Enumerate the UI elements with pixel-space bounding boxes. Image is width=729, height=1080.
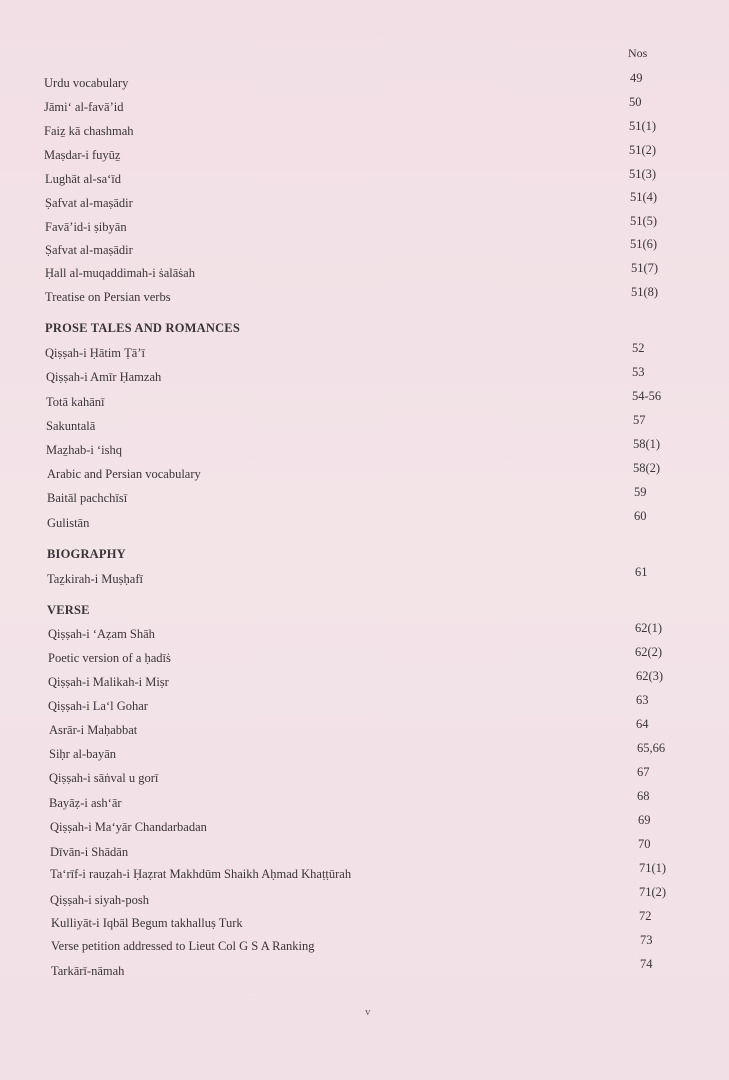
entry-number: 53 — [632, 365, 645, 379]
entry-title: Jāmi‘ al-favā’id — [44, 100, 124, 114]
section-heading: BIOGRAPHY — [47, 547, 126, 561]
entry-title: Qiṣṣah-i Ḥātim Ṭā’ī — [45, 346, 145, 360]
entry-title: Gulistān — [47, 516, 90, 530]
entry-number: 71(1) — [639, 861, 667, 875]
entry-title: Dīvān-i Shādān — [50, 845, 129, 859]
entry-number: 73 — [640, 933, 653, 947]
entry-title: Totā kahānī — [46, 395, 105, 409]
entry-title: Ṣafvat al-maṣādir — [45, 243, 133, 257]
entry-number: 74 — [640, 957, 653, 971]
entry-number: 51(2) — [629, 143, 657, 157]
entry-number: 62(3) — [636, 669, 664, 683]
entry-number: 69 — [638, 813, 651, 827]
entry-title: Urdu vocabulary — [44, 76, 129, 90]
entry-number: 67 — [637, 765, 650, 779]
entry-title: Arabic and Persian vocabulary — [47, 467, 201, 481]
section-heading: VERSE — [47, 603, 90, 617]
entry-title: Verse petition addressed to Lieut Col G S A Ranking — [51, 939, 315, 953]
entry-number: 58(1) — [633, 437, 661, 451]
entry-number: 68 — [637, 789, 650, 803]
entry-number: 50 — [629, 95, 642, 109]
entry-title: Ṣafvat al-maṣādir — [45, 196, 133, 210]
page-number: v — [365, 1006, 371, 1018]
entry-title: Maṣdar-i fuyūẕ — [44, 148, 121, 162]
entry-number: 54-56 — [632, 389, 662, 403]
entry-title: Qiṣṣah-i Amīr Ḥamzah — [46, 370, 162, 384]
entry-number: 71(2) — [639, 885, 667, 899]
entry-number: 58(2) — [633, 461, 661, 475]
entry-number: 57 — [633, 413, 646, 427]
entry-title: Baitāl pachchīsī — [47, 491, 128, 505]
entry-number: 51(7) — [631, 261, 659, 275]
entry-title: Faiẕ kā chashmah — [44, 124, 134, 138]
entry-title: Asrār-i Maḥabbat — [49, 723, 138, 737]
entry-title: Lughāt al-sa‘īd — [45, 172, 122, 186]
section-heading: PROSE TALES AND ROMANCES — [45, 321, 240, 335]
entry-number: 64 — [636, 717, 649, 731]
entry-title: Qiṣṣah-i La‘l Gohar — [48, 699, 148, 713]
entry-title: Qiṣṣah-i Malikah-i Miṣr — [48, 675, 169, 689]
entry-number: 63 — [636, 693, 649, 707]
entry-number: 61 — [635, 565, 648, 579]
entry-title: Ḥall al-muqaddimah-i ṡalāṡah — [45, 266, 195, 280]
entry-number: 59 — [634, 485, 647, 499]
entry-number: 72 — [639, 909, 652, 923]
entry-title: Qiṣṣah-i siyah-posh — [50, 893, 149, 907]
entry-title: Tarkārī-nāmah — [51, 964, 125, 978]
entry-title: Kulliyāt-i Iqbāl Begum takhalluṣ Turk — [51, 916, 243, 930]
entry-title: Poetic version of a ḥadīṡ — [48, 651, 171, 665]
entry-title: Favā’id-i ṣibyān — [45, 220, 127, 234]
entry-number: 49 — [630, 71, 643, 85]
entry-title: Sakuntalā — [46, 419, 96, 433]
entry-title: Qiṣṣah-i sāṅval u gorī — [49, 771, 159, 785]
entry-title: Qiṣṣah-i ‘Aẓam Shāh — [48, 627, 155, 641]
entry-number: 70 — [638, 837, 651, 851]
entry-number: 51(8) — [631, 285, 659, 299]
entry-number: 51(1) — [629, 119, 657, 133]
entry-number: 65,66 — [637, 741, 666, 755]
entry-title: Maẕhab-i ‘ishq — [46, 443, 123, 457]
entry-number: 52 — [632, 341, 645, 355]
entry-number: 62(1) — [635, 621, 663, 635]
entry-number: 51(3) — [629, 167, 657, 181]
entry-number: 51(4) — [630, 190, 658, 204]
entry-number: 62(2) — [635, 645, 663, 659]
entry-title: Siḥr al-bayān — [49, 747, 116, 761]
entry-number: 51(5) — [630, 214, 658, 228]
entry-title: Taẕkirah-i Muṣḥafī — [47, 572, 143, 586]
entry-number: 51(6) — [630, 237, 658, 251]
entry-title: Qiṣṣah-i Ma‘yār Chandarbadan — [50, 820, 207, 834]
entry-number: 60 — [634, 509, 647, 523]
entry-title: Ta‘rīf-i rauẓah-i Ḥaẓrat Makhdūm Shaikh Aḥmad Khaṭṭūrah — [50, 867, 352, 881]
entry-title: Bayāẓ-i ash‘ār — [49, 796, 122, 810]
numbers-column-header: Nos — [628, 46, 648, 60]
entry-title: Treatise on Persian verbs — [45, 290, 171, 304]
